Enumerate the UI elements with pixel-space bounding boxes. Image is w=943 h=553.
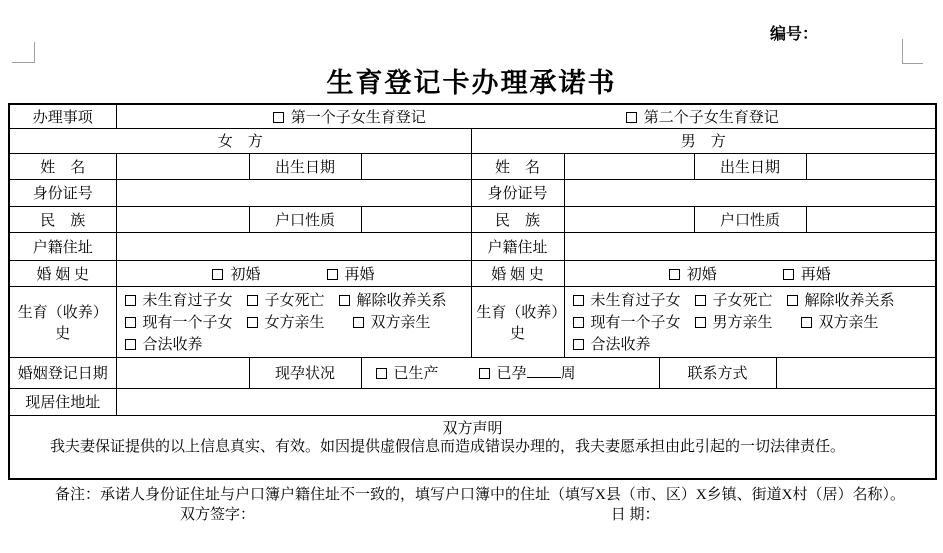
male-id-input[interactable] [564, 179, 936, 206]
female-marriage-options-cell [116, 260, 471, 286]
first-child-registration-option[interactable] [273, 106, 426, 127]
declaration-cell [9, 415, 936, 479]
male-legal-adoption-label: 合法收养 [590, 337, 651, 353]
declaration-title: 双方声明 [442, 420, 503, 437]
female-adoption-dissolved-checkbox[interactable] [339, 295, 350, 306]
female-legal-adoption-option[interactable] [125, 333, 203, 354]
female-both-biological-checkbox[interactable] [353, 317, 364, 328]
female-hukou-address-label: 户籍住址 [9, 232, 116, 260]
male-birthdate-label: 出生日期 [694, 153, 806, 179]
female-own-biological-label: 女方亲生 [264, 315, 325, 331]
male-birthdate-input[interactable] [806, 153, 936, 179]
female-own-biological-checkbox[interactable] [247, 317, 258, 328]
male-marriage-options-cell [564, 260, 936, 286]
marriage-reg-date-input[interactable] [116, 357, 249, 388]
male-hukou-type-input[interactable] [806, 206, 936, 232]
pregnant-checkbox[interactable] [479, 368, 490, 379]
male-child-deceased-checkbox[interactable] [695, 295, 706, 306]
declaration-body: 我夫妻保证提供的以上信息真实、有效。如因提供虚假信息而造成错误办理的，我夫妻愿承担由此引起的一切法律责任。 [50, 438, 846, 455]
female-one-child-label: 现有一个子女 [142, 315, 233, 331]
male-child-deceased-label: 子女死亡 [712, 293, 773, 309]
male-child-deceased-option[interactable] [695, 289, 773, 310]
pregnancy-options-cell [361, 357, 659, 388]
female-no-children-label: 未生育过子女 [142, 293, 233, 309]
page-title: 生育登记卡办理承诺书 [326, 68, 617, 98]
male-one-child-checkbox[interactable] [573, 317, 584, 328]
male-hukou-address-input[interactable] [564, 232, 936, 260]
male-no-children-option[interactable] [573, 289, 681, 310]
row-id-number [9, 179, 936, 206]
male-both-biological-checkbox[interactable] [801, 317, 812, 328]
female-remarriage-option[interactable] [327, 263, 375, 284]
second-child-registration-option[interactable] [626, 106, 779, 127]
remark-note: 备注：承诺人身份证住址与户口簿户籍住址不一致的，填写户口簿中的住址（填写X县（市、区）X乡镇、街道X村（居）名称）。 [55, 487, 906, 503]
male-birth-history-cell [564, 286, 936, 357]
male-adoption-dissolved-label: 解除收养关系 [804, 293, 895, 309]
date-label: 日 期： [610, 507, 660, 523]
row-matter [9, 104, 936, 128]
female-birthdate-label: 出生日期 [249, 153, 361, 179]
male-legal-adoption-option[interactable] [573, 333, 651, 354]
female-birth-history-cell [116, 286, 471, 357]
male-adoption-dissolved-option[interactable] [787, 289, 895, 310]
row-birth-history [9, 286, 936, 357]
female-remarriage-checkbox[interactable] [327, 269, 338, 280]
female-own-biological-option[interactable] [247, 311, 325, 332]
form-table [8, 103, 937, 480]
first-child-checkbox[interactable] [273, 112, 284, 123]
male-own-biological-checkbox[interactable] [695, 317, 706, 328]
female-hukou-address-input[interactable] [116, 232, 471, 260]
male-ethnicity-label: 民 族 [471, 206, 564, 232]
male-marriage-history-label: 婚 姻 史 [471, 260, 564, 286]
female-adoption-dissolved-option[interactable] [339, 289, 447, 310]
male-hukou-address-label: 户籍住址 [471, 232, 564, 260]
male-id-label: 身份证号 [471, 179, 564, 206]
male-hukou-type-label: 户口性质 [694, 206, 806, 232]
female-child-deceased-label: 子女死亡 [264, 293, 325, 309]
male-remarriage-checkbox[interactable] [783, 269, 794, 280]
female-first-marriage-option[interactable] [212, 263, 260, 284]
male-section-header: 男 方 [471, 128, 936, 153]
female-legal-adoption-label: 合法收养 [142, 337, 203, 353]
row-hukou-address [9, 232, 936, 260]
row-section-headers [9, 128, 936, 153]
male-remarriage-option[interactable] [783, 263, 831, 284]
male-adoption-dissolved-checkbox[interactable] [787, 295, 798, 306]
female-adoption-dissolved-label: 解除收养关系 [356, 293, 447, 309]
male-ethnicity-input[interactable] [564, 206, 694, 232]
male-no-children-checkbox[interactable] [573, 295, 584, 306]
male-both-biological-option[interactable] [801, 311, 879, 332]
female-both-biological-option[interactable] [353, 311, 431, 332]
female-hukou-type-label: 户口性质 [249, 206, 361, 232]
second-child-checkbox[interactable] [626, 112, 637, 123]
female-no-children-checkbox[interactable] [125, 295, 136, 306]
male-first-marriage-label: 初婚 [686, 266, 717, 283]
first-child-option-label: 第一个子女生育登记 [290, 109, 426, 126]
row-declaration [9, 415, 936, 479]
female-ethnicity-label: 民 族 [9, 206, 116, 232]
marriage-reg-date-label: 婚姻登记日期 [9, 357, 116, 388]
signature-label: 双方签字： [180, 507, 256, 523]
female-birthdate-input[interactable] [361, 153, 471, 179]
female-remarriage-label: 再婚 [344, 266, 375, 283]
male-name-label: 姓 名 [471, 153, 564, 179]
row-marriage-date-pregnancy [9, 357, 936, 388]
pregnant-suffix-label: 周 [560, 366, 576, 382]
male-first-marriage-checkbox[interactable] [669, 269, 680, 280]
pregnant-weeks-option[interactable] [479, 362, 576, 383]
matter-options-cell [116, 104, 936, 128]
delivered-checkbox[interactable] [376, 368, 387, 379]
female-child-deceased-option[interactable] [247, 289, 325, 310]
delivered-label: 已生产 [393, 366, 439, 382]
female-legal-adoption-checkbox[interactable] [125, 339, 136, 350]
male-both-biological-label: 双方亲生 [818, 315, 879, 331]
female-id-label: 身份证号 [9, 179, 116, 206]
serial-number-label: 编号： [770, 26, 819, 43]
current-address-label: 现居住地址 [9, 388, 116, 415]
female-marriage-history-label: 婚 姻 史 [9, 260, 116, 286]
delivered-option[interactable] [376, 362, 439, 383]
male-name-input[interactable] [564, 153, 694, 179]
female-both-biological-label: 双方亲生 [370, 315, 431, 331]
male-own-biological-option[interactable] [695, 311, 773, 332]
female-name-label: 姓 名 [9, 153, 116, 179]
second-child-option-label: 第二个子女生育登记 [643, 109, 779, 126]
female-one-child-option[interactable] [125, 311, 233, 332]
male-remarriage-label: 再婚 [800, 266, 831, 283]
matter-label: 办理事项 [9, 104, 116, 128]
pregnant-prefix-label: 已孕 [496, 366, 527, 382]
row-ethnicity [9, 206, 936, 232]
female-id-input[interactable] [116, 179, 471, 206]
female-hukou-type-input[interactable] [361, 206, 471, 232]
male-birth-history-label: 生育（收养）史 [471, 286, 564, 357]
contact-input[interactable] [776, 357, 936, 388]
row-marriage-history [9, 260, 936, 286]
contact-label: 联系方式 [659, 357, 776, 388]
female-child-deceased-checkbox[interactable] [247, 295, 258, 306]
male-legal-adoption-checkbox[interactable] [573, 339, 584, 350]
pregnancy-status-label: 现孕状况 [249, 357, 361, 388]
female-section-header: 女 方 [9, 128, 471, 153]
male-first-marriage-option[interactable] [669, 263, 717, 284]
female-name-input[interactable] [116, 153, 249, 179]
page-margin-mark-top-left-icon [12, 42, 35, 63]
female-ethnicity-input[interactable] [116, 206, 249, 232]
female-no-children-option[interactable] [125, 289, 233, 310]
female-first-marriage-label: 初婚 [230, 266, 261, 283]
male-one-child-label: 现有一个子女 [590, 315, 681, 331]
male-one-child-option[interactable] [573, 311, 681, 332]
male-no-children-label: 未生育过子女 [590, 293, 681, 309]
row-name [9, 153, 936, 179]
row-current-address [9, 388, 936, 415]
signature-row [0, 503, 943, 524]
female-first-marriage-checkbox[interactable] [212, 269, 223, 280]
female-one-child-checkbox[interactable] [125, 317, 136, 328]
female-birth-history-label: 生育（收养）史 [9, 286, 116, 357]
male-own-biological-label: 男方亲生 [712, 315, 773, 331]
current-address-input[interactable] [116, 388, 936, 415]
pregnant-weeks-input[interactable] [527, 365, 561, 378]
